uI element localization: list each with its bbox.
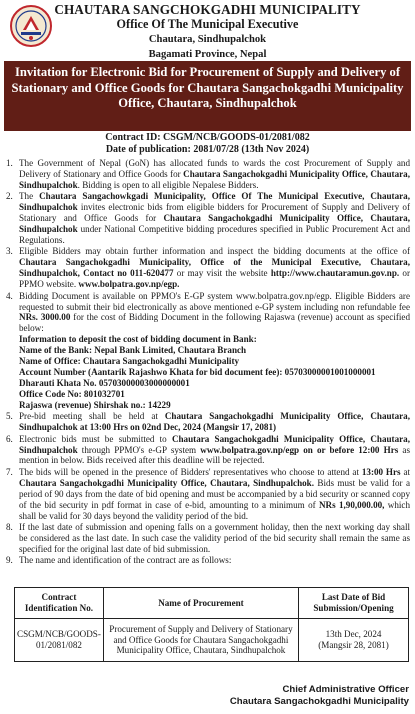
table-header: Name of Procurement [103,588,298,619]
nepal-emblem-icon [9,4,53,48]
publication-date: Date of publication: 2081/07/28 (13th Nov 2024) [105,144,310,155]
procurement-name-cell: Procurement of Supply and Delivery of Stationary and Office Goods for Chautara Sangachokgadhi Municipality Office, Chautara, Sindhupalchok [103,619,298,662]
list-item: 8. If the last date of submission and opening falls on a government holiday, then the next working day shall be considered as the last date. In such case the validity period of the bid security shall remain the same as specified for the original last date of bid submission. [6,522,410,554]
table-header-row [15,588,409,619]
signature-block [230,684,409,707]
list-item: 6. Electronic bids must be submitted to Chautara Sangachokgadhi Municipality Office, Chautara, Sindhupalchok through PPMO's e-GP system www.bolpatra.gov.np/egp on or before 12:00 Hrs as mention in below. Bids received after this deadline will be rejected. [6,433,411,466]
province-line: Bagamati Province, Nepal [148,49,267,60]
ppmo-website-link[interactable]: www.bolpatra.gov.np/egp. [78,279,180,290]
list-item: 9. The name and identification of the contract are as follows: [6,555,232,566]
list-item: 1. The Government of Nepal (GoN) has allocated funds to wards the cost Procurement of Supply and Delivery of Stationary and Office Goods for Chautara Sangachokgadhi Municipality Office, Chautara, Sindhupalchok. Bidding is open to all eligible Nepalese Bidders. [6,158,410,190]
office-name: Office Of The Municipal Executive [116,17,299,31]
table-header: Contract Identification No. [15,588,104,619]
notice-items [6,158,410,567]
list-item: 4. Bidding Document is available on PPMO's E-GP system www.bolpatra.gov.np/egp. Eligible Bidders are requested to submit their bid electronically as above mentioned e-GP system including non refundable fee NRs. 3000.00 for the cost of Bidding Document in the following Rajaswa (revenue) account as specified below: Information to deposit the cost of bidding document in Bank: Name of the Bank: Nepal Bank Limited, Chautara Branch Name of Office: Chautara Sangachokgadhi Municipality Account Number (Aantarik Rajashwo Khata for bid document fee): 05703000001001000001 Dharauti Khata No. 05703000003000000001 Office Code No: 801032701 Rajaswa (revenue) Shirshak no.: 14229 [6,290,410,410]
municipality-website-link[interactable]: http://www.chautaramun.gov.np. [270,268,400,279]
office-address: Chautara, Sindhupalchok [148,34,267,45]
municipality-title: CHAUTARA SANGCHOKGADHI MUNICIPALITY [54,2,361,17]
table-row [15,619,409,662]
list-item: 5. Pre-bid meeting shall be held at Chautara Sangachokgadhi Municipality Office, Chautara, Sindhupalchok at 13:00 Hrs on 02nd Dec, 2024 (Mangsir 17, 2081) [6,411,410,433]
list-item: 7. The bids will be opened in the presence of Bidders' representatives who choose to attend at 13:00 Hrs at Chautara Sangachokgadhi Municipality Office, Chautara, Sindhupalchok. Bids must be valid for a period of 90 days from the date of bid opening and must be accompanied by a bid security or scanned copy of the bid security in pdf format in case of e-bid, amounting to a minimum of NRs 1,90,000.00, which shall be valid for 30 days beyond the validity period of the bid. [6,466,411,521]
contract-table [14,587,409,662]
contract-id: Contract ID: CSGM/NCB/GOODS-01/2081/082 [105,132,310,143]
signatory-title: Chief Administrative Officer [282,684,409,695]
table-header: Last Date of Bid Submission/Opening [299,588,409,619]
title-banner: Invitation for Electronic Bid for Procurement of Supply and Delivery of Stationary and Office Goods for Chautara Sangachokgadhi Municipality Office, Chautara, Sindhupalchok [4,61,411,131]
deadline-cell: 13th Dec, 2024 (Mangsir 28, 2081) [299,619,409,662]
list-item: 2. The Chautara Sangachowkgadi Municipality, Office Of The Municipal Executive, Chautara, Sindhupalchok invites electronic bids from eligible bidders for Procurement of Supply and Delivery of Stationary and Office Goods for Chautara Sangachokgadhi Municipality Office, Chautara, Sindhupalchok under National Competitive bidding procedures specified in Public Procurement Act and Regulations. [6,191,410,245]
list-item: 3. Eligible Bidders may obtain further information and inspect the bidding documents at the office of Chautara Sangachokgadhi Municipality, Office of the Municipal Executive, Chautara, Sindhupalchok, Contact no 011-620477 or may visit the website http://www.chautaramun.gov.np. or PPMO website. www.bolpatra.gov.np/egp. [6,246,410,290]
bank-details: Information to deposit the cost of bidding document in Bank: Name of the Bank: Nepal Bank Limited, Chautara Branch Name of Office: Chautara Sangachokgadhi Municipality Account Number (Aantarik Rajashwo Khata for bid document fee): 05703000001001000001 Dharauti Khata No. 05703000003000000001 Office Code No: 801032701 Rajaswa (revenue) Shirshak no.: 14229 [19,334,376,410]
signatory-office: Chautara Sangachokgadhi Municipality [229,695,409,707]
contract-id-cell: CSGM/NCB/GOODS-01/2081/082 [15,619,104,662]
